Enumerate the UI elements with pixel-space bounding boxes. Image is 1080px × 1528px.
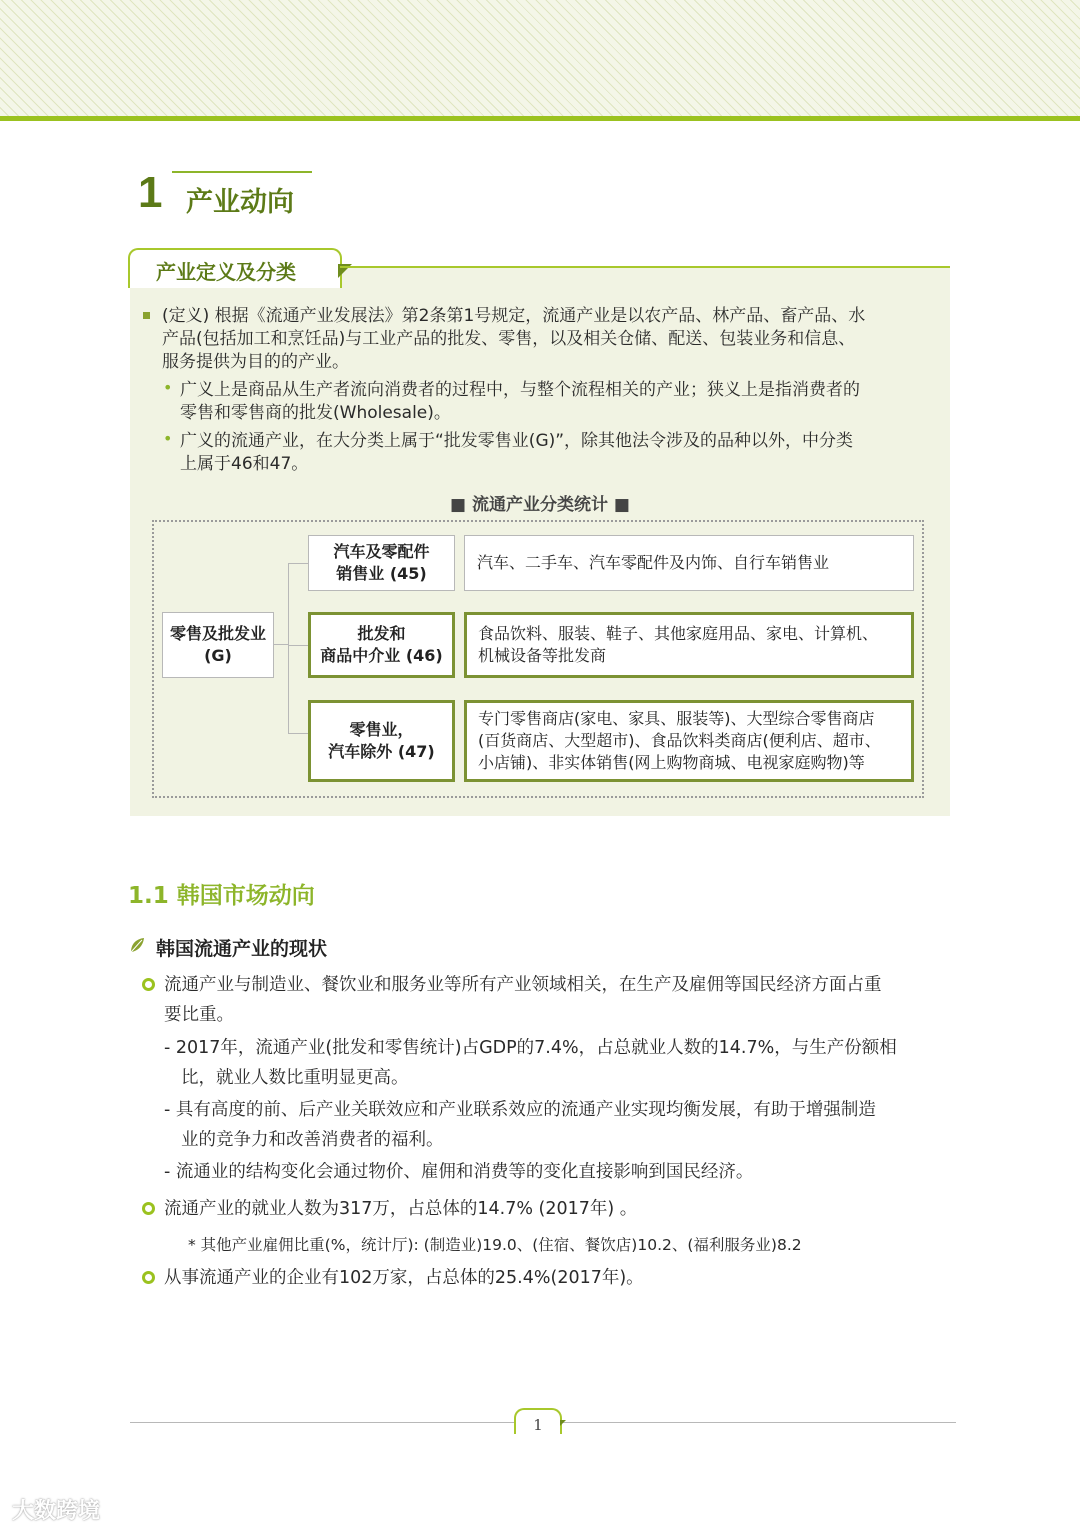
header-accent-line — [0, 116, 1080, 121]
body-dash-2-line-2: 业的竞争力和改善消费者的福利。 — [181, 1130, 444, 1150]
diagram-title: ■ 流通产业分类统计 ■ — [450, 495, 630, 515]
definition-main-line-3: 服务提供为目的的产业。 — [162, 352, 349, 372]
diagram-category-line-1: 批发和 — [357, 624, 406, 643]
subsection-title: 1.1 韩国市场动向 — [128, 883, 315, 909]
definition-main-line-2: 产品(包括加工和烹饪品)与工业产品的批发、零售，以及相关仓储、配送、包装业务和信息、 — [162, 329, 856, 349]
circle-bullet-icon — [142, 978, 155, 991]
diagram-category-box — [308, 612, 455, 678]
body-bullet-3: 从事流通产业的企业有102万家，占总体的25.4%(2017年)。 — [164, 1268, 644, 1288]
diagram-category-line-1: 汽车及零配件 — [333, 542, 430, 561]
body-dash-2-line-1: - 具有高度的前、后产业关联效应和产业联系效应的流通产业实现均衡发展，有助于增强制造 — [164, 1100, 876, 1120]
definition-sub1-line-1: 广义上是商品从生产者流向消费者的过程中，与整个流程相关的产业；狭义上是指消费者的 — [180, 380, 860, 400]
diagram-root-line-1: 零售及批发业 — [169, 624, 266, 643]
connector-line — [288, 563, 308, 564]
diagram-category-line-2: 汽车除外 (47) — [328, 742, 435, 761]
watermark-text: 大数跨境 — [12, 1499, 101, 1524]
diagram-description-box — [464, 612, 914, 678]
section-title-rule — [172, 171, 312, 173]
diagram-category-line-1: 零售业， — [349, 720, 414, 739]
diagram-root-line-2: (G) — [204, 646, 232, 665]
footer-rule-right — [562, 1422, 956, 1423]
connector-line — [288, 645, 308, 646]
section-number: 1 — [138, 168, 163, 217]
circle-bullet-icon — [142, 1202, 155, 1215]
circle-bullet-icon — [142, 1271, 155, 1284]
definition-main-line-1: (定义) 根据《流通产业发展法》第2条第1号规定，流通产业是以农产品、林产品、畜产品、水 — [162, 306, 866, 326]
body-bullet-2: 流通产业的就业人数为317万，占总体的14.7% (2017年) 。 — [164, 1199, 638, 1219]
diagram-category-box — [308, 535, 455, 591]
definition-tab-rule — [340, 266, 950, 268]
body-dash-1-line-1: - 2017年，流通产业(批发和零售统计)占GDP的7.4%，占总就业人数的14.7%，与生产份额相 — [164, 1038, 897, 1058]
connector-line — [274, 644, 288, 645]
body-bullet-1-line-1: 流通产业与制造业、餐饮业和服务业等所有产业领域相关，在生产及雇佣等国民经济方面占重 — [164, 975, 882, 995]
diagram-description-line-1: 汽车、二手车、汽车零配件及内饰、自行车销售业 — [477, 553, 830, 572]
definition-sub1-line-2: 零售和零售商的批发(Wholesale)。 — [180, 403, 451, 423]
diagram-description-line-3: 小店铺)、非实体销售(网上购物商城、电视家庭购物)等 — [478, 753, 865, 772]
diagram-description-line-1: 专门零售商店(家电、家具、服装等)、大型综合零售商店 — [478, 709, 875, 728]
body-note: * 其他产业雇佣比重(%，统计厅): (制造业)19.0、(住宿、餐饮店)10.2、(福利服务业)8.2 — [188, 1236, 802, 1254]
topic-title: 韩国流通产业的现状 — [156, 938, 328, 960]
diagram-category-line-2: 商品中介业 (46) — [320, 646, 443, 665]
body-dash-3-line-1: - 流通业的结构变化会通过物价、雇佣和消费等的变化直接影响到国民经济。 — [164, 1162, 754, 1182]
diagram-category-box — [308, 700, 455, 782]
body-dash-1-line-2: 比，就业人数比重明显更高。 — [181, 1068, 409, 1088]
diagram-description-box — [464, 700, 914, 782]
diagram-description-line-2: (百货商店、大型超市)、食品饮料类商店(便利店、超市、 — [478, 731, 881, 750]
diagram-description-box — [464, 535, 914, 591]
section-title: 产业动向 — [186, 187, 294, 218]
diagram-category-line-2: 销售业 (45) — [336, 564, 427, 583]
header-pattern-band — [0, 0, 1080, 118]
square-bullet-icon — [143, 312, 150, 319]
leaf-bullet-icon — [128, 936, 146, 954]
page-number: 1 — [533, 1416, 543, 1434]
definition-sub2-line-2: 上属于46和47。 — [180, 454, 309, 474]
definition-sub2-line-1: 广义的流通产业，在大分类上属于“批发零售业(G)”，除其他法令涉及的品种以外，中分类 — [180, 431, 854, 451]
diagram-description-line-1: 食品饮料、服装、鞋子、其他家庭用品、家电、计算机、 — [478, 624, 879, 643]
definition-tab-label: 产业定义及分类 — [156, 260, 296, 284]
footer-rule-left — [130, 1422, 514, 1423]
diagram-description-line-2: 机械设备等批发商 — [478, 646, 607, 665]
body-bullet-1-line-2: 要比重。 — [164, 1005, 234, 1025]
connector-line — [288, 733, 308, 734]
dot-bullet-icon: • — [163, 429, 173, 448]
diagram-root-box — [162, 612, 274, 678]
dot-bullet-icon: • — [163, 378, 173, 397]
connector-line — [288, 563, 289, 733]
